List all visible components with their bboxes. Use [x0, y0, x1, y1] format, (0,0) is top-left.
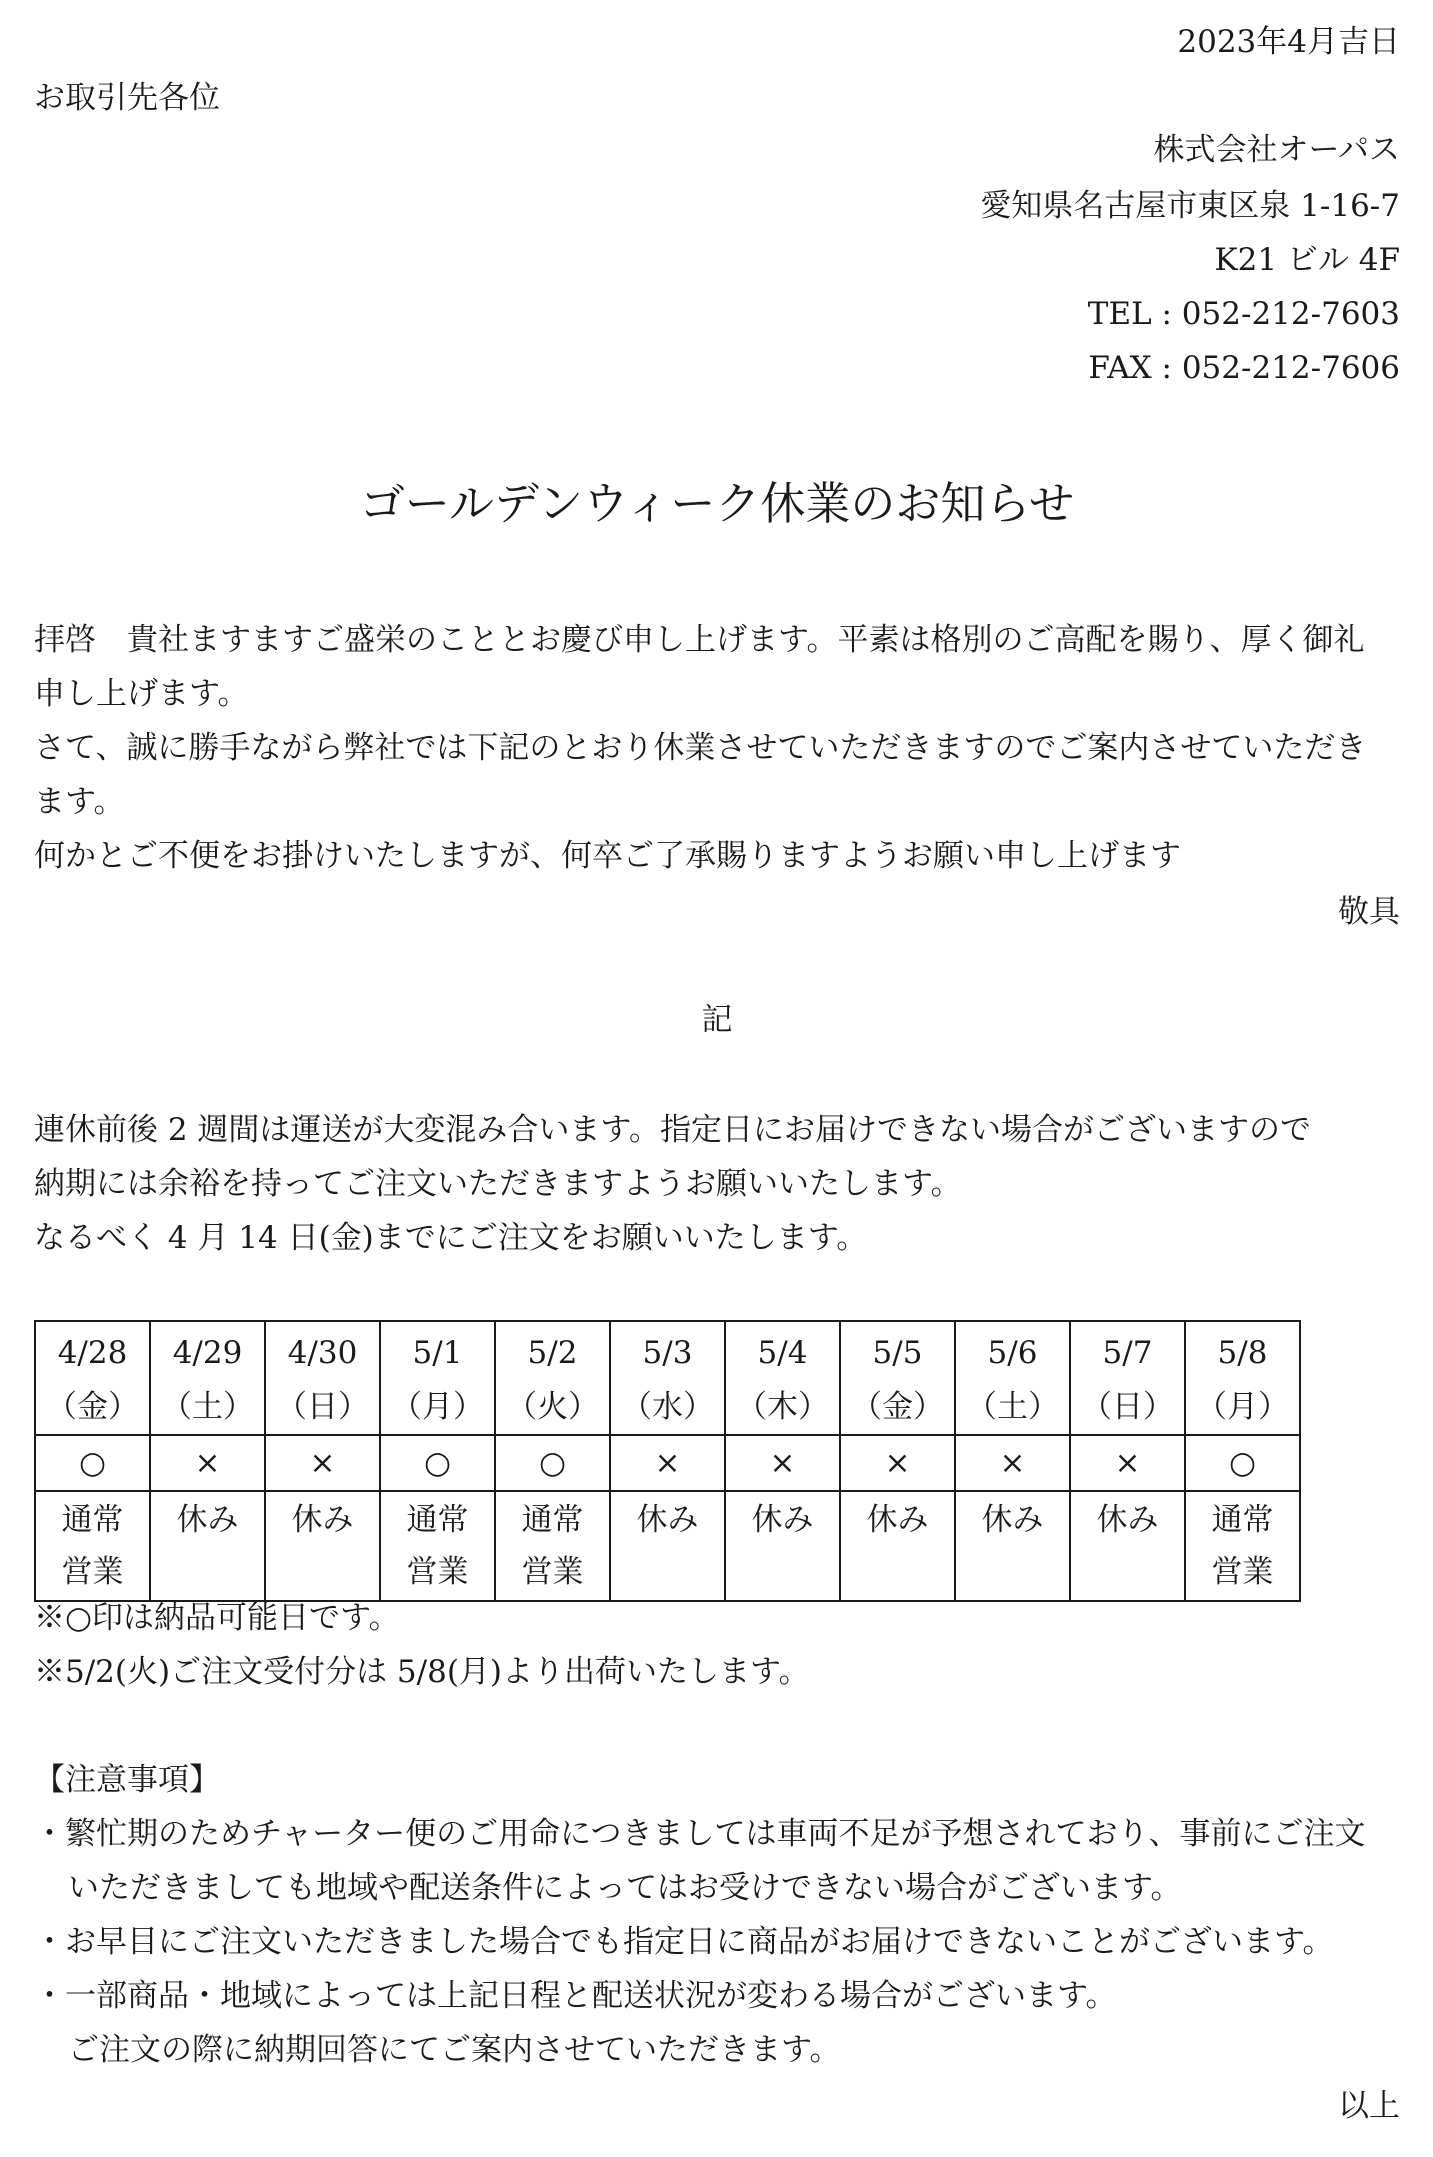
closing-keigu: 敬具: [1338, 894, 1400, 930]
schedule-status: 休み: [291, 1502, 354, 1538]
schedule-date-cell: [840, 1321, 955, 1435]
schedule-status-cell: [610, 1491, 725, 1601]
schedule-date: 5/2: [527, 1335, 578, 1371]
schedule-status: 休み: [176, 1502, 239, 1538]
schedule-date: 4/28: [57, 1335, 128, 1371]
note-line: ※○印は納品可能日です。: [34, 1600, 400, 1636]
schedule-weekday: （水）: [621, 1389, 714, 1425]
caution-line: ・繁忙期のためチャーター便のご用命につきましては車両不足が予想されており、事前にご注文: [34, 1816, 1366, 1852]
schedule-mark: ○: [495, 1435, 610, 1491]
schedule-weekday: （月）: [1196, 1389, 1289, 1425]
caution-line: いただきましても地域や配送条件によってはお受けできない場合がございます。: [68, 1870, 1182, 1906]
schedule-mark: ○: [1185, 1435, 1300, 1491]
schedule-status: 営業: [1211, 1554, 1274, 1590]
schedule-weekday: （土）: [161, 1389, 254, 1425]
schedule-status: 休み: [866, 1502, 929, 1538]
schedule-weekday: （日）: [1081, 1389, 1174, 1425]
closing-ijou: 以上: [1338, 2088, 1400, 2124]
schedule-date-cell: [955, 1321, 1070, 1435]
body-line: 申し上げます。: [34, 676, 249, 712]
schedule-mark: ×: [840, 1435, 955, 1491]
schedule-mark: ×: [265, 1435, 380, 1491]
schedule-status-cell: [265, 1491, 380, 1601]
sender-address-line2: K21 ビル 4F: [1214, 242, 1400, 278]
schedule-status: 休み: [1096, 1502, 1159, 1538]
schedule-status: 休み: [981, 1502, 1044, 1538]
schedule-date-cell: [495, 1321, 610, 1435]
body-line: ます。: [34, 784, 125, 820]
schedule-status: 通常: [1211, 1502, 1274, 1538]
schedule-date: 5/4: [757, 1335, 808, 1371]
schedule-weekday: （日）: [276, 1389, 369, 1425]
caution-line: ご注文の際に納期回答にてご案内させていただきます。: [68, 2032, 841, 2068]
schedule-status: 通常: [521, 1502, 584, 1538]
schedule-status-row: [35, 1491, 1300, 1601]
schedule-mark: ×: [1070, 1435, 1185, 1491]
schedule-mark: ○: [35, 1435, 150, 1491]
schedule-status: 休み: [636, 1502, 699, 1538]
holiday-schedule-table: [34, 1320, 1301, 1602]
schedule-mark: ×: [610, 1435, 725, 1491]
sender-tel: TEL : 052-212-7603: [1087, 296, 1400, 332]
schedule-status-cell: [35, 1491, 150, 1601]
notice-line: 連休前後 2 週間は運送が大変混み合います。指定日にお届けできない場合がございますので: [34, 1112, 1311, 1148]
schedule-date-cell: [265, 1321, 380, 1435]
ki-heading: 記: [701, 1002, 733, 1038]
sender-company: 株式会社オーパス: [1153, 132, 1400, 168]
body-line: さて、誠に勝手ながら弊社では下記のとおり休業させていただきますのでご案内させていただき: [34, 730, 1367, 766]
schedule-status-cell: [150, 1491, 265, 1601]
schedule-date-cell: [1185, 1321, 1300, 1435]
schedule-status: 通常: [406, 1502, 469, 1538]
issue-date: 2023年4月吉日: [1177, 24, 1400, 60]
schedule-date: 5/8: [1217, 1335, 1268, 1371]
schedule-date-cell: [1070, 1321, 1185, 1435]
schedule-date-cell: [35, 1321, 150, 1435]
schedule-mark: ×: [150, 1435, 265, 1491]
schedule-date: 5/6: [987, 1335, 1038, 1371]
caution-heading: 【注意事項】: [34, 1762, 220, 1798]
schedule-mark: ○: [380, 1435, 495, 1491]
schedule-status: 通常: [61, 1502, 124, 1538]
schedule-status: 休み: [751, 1502, 814, 1538]
schedule-status-cell: [1185, 1491, 1300, 1601]
sender-fax: FAX : 052-212-7606: [1088, 350, 1400, 386]
schedule-mark: ×: [955, 1435, 1070, 1491]
schedule-date: 5/1: [412, 1335, 463, 1371]
schedule-status-cell: [1070, 1491, 1185, 1601]
schedule-status: 営業: [61, 1554, 124, 1590]
notice-line: 納期には余裕を持ってご注文いただきますようお願いいたします。: [34, 1166, 962, 1202]
sender-address-line1: 愛知県名古屋市東区泉 1-16-7: [980, 188, 1400, 224]
notice-line: なるべく 4 月 14 日(金)までにご注文をお願いいたします。: [34, 1220, 868, 1256]
schedule-date: 5/3: [642, 1335, 693, 1371]
schedule-date: 5/5: [872, 1335, 923, 1371]
schedule-date: 4/30: [287, 1335, 358, 1371]
schedule-status: 営業: [521, 1554, 584, 1590]
document-title: ゴールデンウィーク休業のお知らせ: [359, 477, 1075, 530]
schedule-weekday: （木）: [736, 1389, 829, 1425]
schedule-status-cell: [380, 1491, 495, 1601]
schedule-weekday: （土）: [966, 1389, 1059, 1425]
schedule-date-row: [35, 1321, 1300, 1435]
schedule-weekday: （月）: [391, 1389, 484, 1425]
recipient: お取引先各位: [34, 80, 220, 116]
schedule-status-cell: [495, 1491, 610, 1601]
schedule-status: 営業: [406, 1554, 469, 1590]
schedule-weekday: （金）: [851, 1389, 944, 1425]
body-line: 拝啓 貴社ますますご盛栄のこととお慶び申し上げます。平素は格別のご高配を賜り、厚く御礼: [34, 622, 1365, 658]
schedule-date-cell: [150, 1321, 265, 1435]
schedule-date-cell: [725, 1321, 840, 1435]
document-page: [34, 0, 1400, 2157]
caution-line: ・お早目にご注文いただきました場合でも指定日に商品がお届けできないことがございます。: [34, 1924, 1334, 1960]
schedule-mark: ×: [725, 1435, 840, 1491]
schedule-weekday: （火）: [506, 1389, 599, 1425]
schedule-date-cell: [380, 1321, 495, 1435]
schedule-date: 5/7: [1102, 1335, 1153, 1371]
schedule-status-cell: [955, 1491, 1070, 1601]
note-line: ※5/2(火)ご注文受付分は 5/8(月)より出荷いたします。: [34, 1654, 810, 1690]
schedule-weekday: （金）: [46, 1389, 139, 1425]
caution-line: ・一部商品・地域によっては上記日程と配送状況が変わる場合がございます。: [34, 1978, 1117, 2014]
schedule-date: 4/29: [172, 1335, 243, 1371]
schedule-status-cell: [840, 1491, 955, 1601]
body-line: 何かとご不便をお掛けいたしますが、何卒ご了承賜りますようお願い申し上げます: [34, 838, 1181, 874]
schedule-mark-row: [35, 1435, 1300, 1491]
schedule-status-cell: [725, 1491, 840, 1601]
schedule-date-cell: [610, 1321, 725, 1435]
